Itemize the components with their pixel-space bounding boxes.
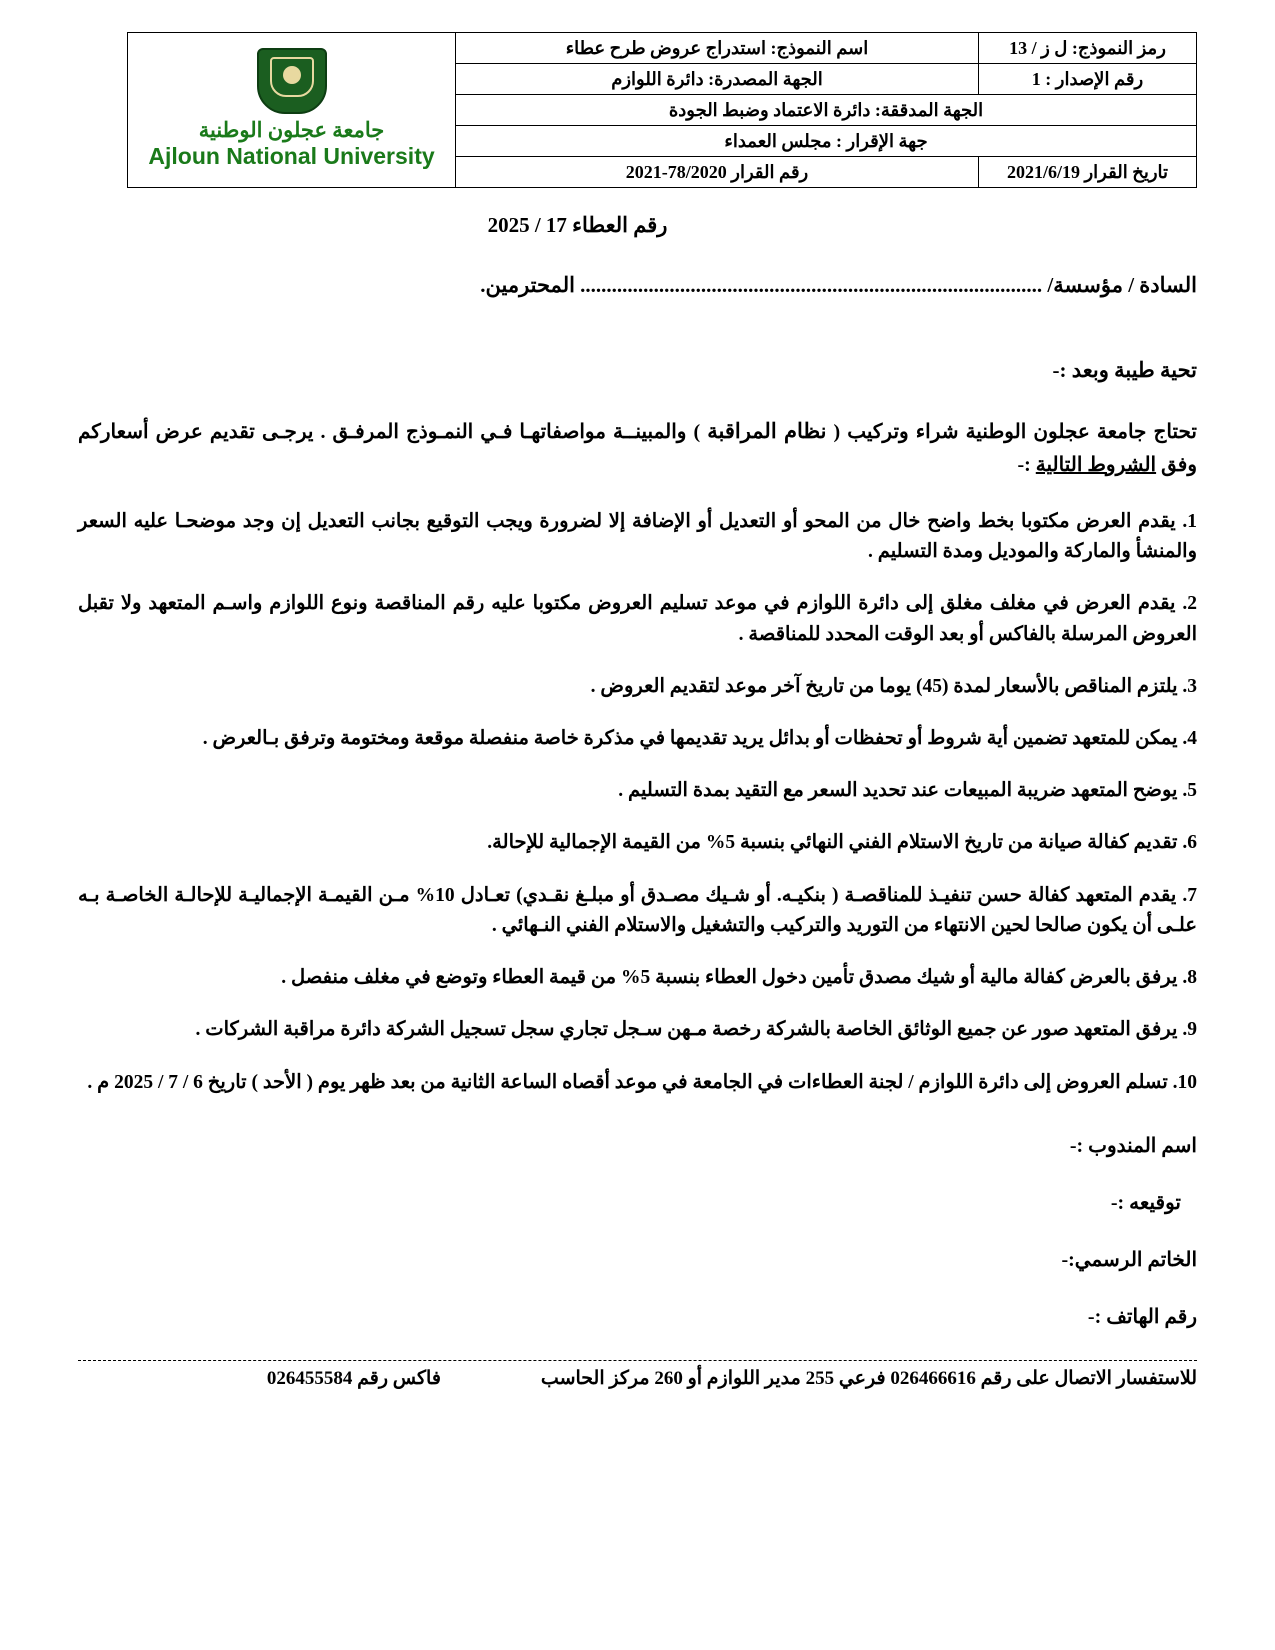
footer-contact-row (78, 1365, 1197, 1393)
issue-number-cell: رقم الإصدار : 1 (979, 64, 1197, 95)
footer-divider (78, 1360, 1197, 1361)
table-row (456, 157, 1197, 188)
list-item: 4. يمكن للمتعهد تضمين أية شروط أو تحفظات أو بدائل يريد تقديمها في مذكرة خاصة منفصلة موقعة ومختومة وترفق بـالعرض . (202, 728, 1197, 749)
intro-highlight: نظام المراقبة (707, 419, 827, 444)
greeting-line: تحية طيبة وبعد :- (1052, 357, 1197, 382)
footer-fax-text: فاكس رقم 026455584 (266, 1367, 441, 1389)
university-logo-block (127, 32, 455, 188)
table-row (456, 95, 1197, 126)
table-row (456, 64, 1197, 95)
official-stamp-field: الخاتم الرسمي:- (1061, 1248, 1197, 1271)
table-row (456, 126, 1197, 157)
list-item: 7. يقدم المتعهد كفالة حسن تنفيـذ للمناقصـة ( بنكيـه. أو شـيك مصـدق أو مبلـغ نقـدي) تعـادل 10% مـن القيمـة الإجماليـة للإحالـة الخاصـة بـه علـى أن يكون صالحا لحين الانتهاء من التوريد والتركيب والتشغيل والاستلام الفني النـهائي . (78, 884, 1197, 936)
terms-list (78, 507, 1197, 1098)
list-item: 2. يقدم العرض في مغلف مغلق إلى دائرة اللوازم في موعد تسليم العروض مكتوبا عليه رقم المناقصة ونوع اللوازم واسـم المتعهد ولا تقبل العروض المرسلة بالفاكس أو بعد الوقت المحدد للمناقصة . (78, 593, 1197, 645)
decision-number-cell: رقم القرار 78/2020-2021 (456, 157, 979, 188)
list-item: 10. تسلم العروض إلى دائرة اللوازم / لجنة العطاءات في الجامعة في موعد أقصاه الساعة الثانية من بعد ظهر يوم ( الأحد ) تاريخ 6 / 7 / 2025 م . (87, 1071, 1197, 1093)
signature-block (78, 1132, 1197, 1332)
intro-text-end: :- (1017, 453, 1036, 476)
footer-contact-text: للاستفسار الاتصال على رقم 026466616 فرعي 255 مدير اللوازم أو 260 مركز الحاسب (540, 1367, 1197, 1389)
list-item: 3. يلتزم المناقص بالأسعار لمدة (45) يوما من تاريخ آخر موعد لتقديم العروض . (590, 675, 1197, 697)
intro-paragraph (78, 415, 1197, 481)
intro-text-before: تحتاج جامعة عجلون الوطنية شراء وتركيب ( (826, 421, 1197, 444)
list-item: 8. يرفق بالعرض كفالة مالية أو شيك مصدق تأمين دخول العطاء بنسبة 5% من قيمة العطاء وتوضع في مغلف منفصل . (281, 967, 1197, 989)
intro-underline: الشروط التالية (1035, 453, 1157, 476)
issuing-department-cell: الجهة المصدرة: دائرة اللوازم (456, 64, 979, 95)
university-crest-icon (257, 48, 327, 114)
decision-date-cell: تاريخ القرار 2021/6/19 (979, 157, 1197, 188)
document-header (127, 32, 1197, 188)
signature-field: توقيعه :- (1110, 1191, 1181, 1214)
university-name-english: Ajloun National University (148, 142, 435, 169)
delegate-name-field: اسم المندوب :- (1069, 1134, 1197, 1157)
university-name-arabic: جامعة عجلون الوطنية (198, 117, 385, 142)
list-item: 1. يقدم العرض مكتوبا بخط واضح خال من المحو أو التعديل أو الإضافة إلا لضرورة ويجب التوقيع بجانب التعديل إن وجد موضحـا عليه السعر والمنشأ والماركة والموديل ومدة التسليم . (78, 510, 1197, 563)
phone-number-field: رقم الهاتف :- (1087, 1305, 1197, 1328)
tender-number: رقم العطاء 17 / 2025 (487, 213, 668, 237)
table-row (456, 33, 1197, 64)
header-table (455, 32, 1197, 188)
list-item: 9. يرفق المتعهد صور عن جميع الوثائق الخاصة بالشركة رخصة مـهن سـجل تجاري سجل تسجيل الشركة دائرة مراقبة الشركات . (195, 1019, 1197, 1041)
addressee-line: السادة / مؤسسة/ ........................................................................................ المحترمين. (480, 273, 1197, 298)
form-name-cell: اسم النموذج: استدراج عروض طرح عطاء (456, 33, 979, 64)
list-item: 5. يوضح المتعهد ضريبة المبيعات عند تحديد السعر مع التقيد بمدة التسليم . (618, 780, 1197, 802)
list-item: 6. تقديم كفالة صيانة من تاريخ الاستلام الفني النهائي بنسبة 5% من القيمة الإجمالية للإحالة. (487, 832, 1197, 854)
document-body (78, 210, 1197, 1392)
audit-department-cell: الجهة المدققة: دائرة الاعتماد وضبط الجودة (456, 95, 1197, 126)
form-code-cell: رمز النموذج: ل ز / 13 (979, 33, 1197, 64)
approval-authority-cell: جهة الإقرار : مجلس العمداء (456, 126, 1197, 157)
intro-text-after: ) والمبينــة مواصفاتهـا فـي النمـوذج المرفـق . يرجـى تقديم عرض أسعاركم وفق (78, 421, 1197, 476)
